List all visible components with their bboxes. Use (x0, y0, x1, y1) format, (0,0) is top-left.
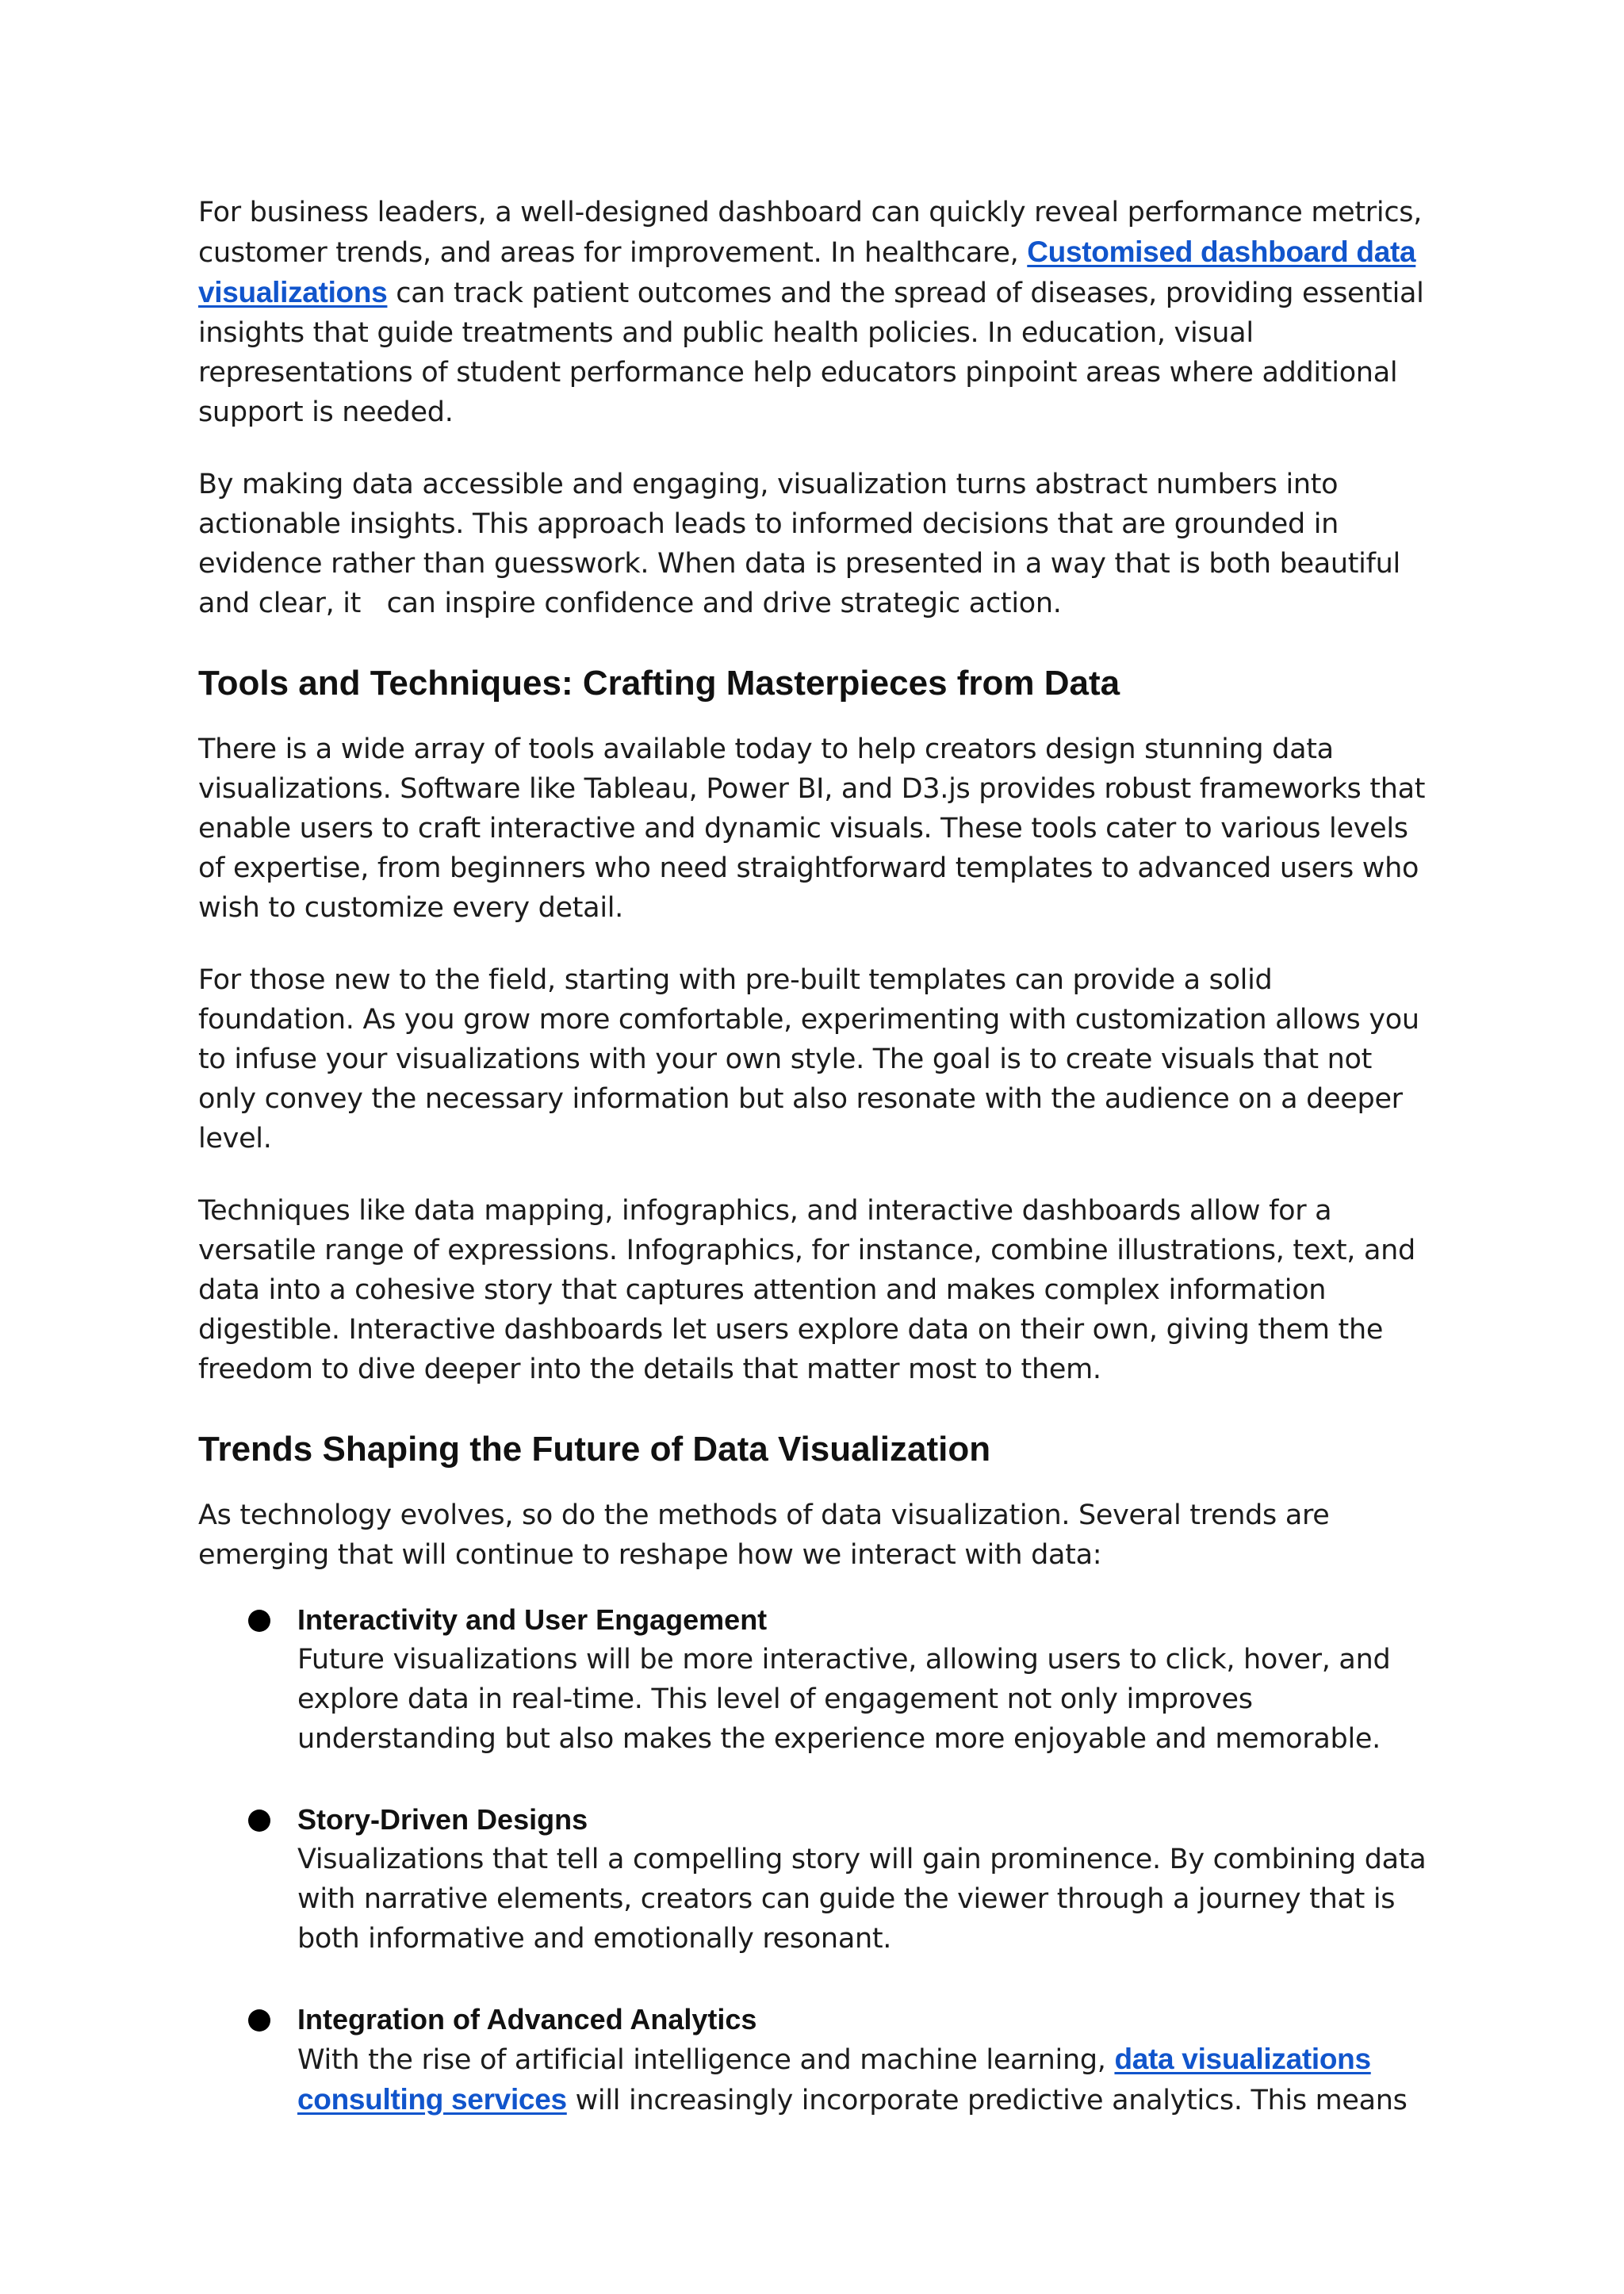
list-item-body-text-a: With the rise of artificial intelligence and machine learning, (297, 2044, 1115, 2076)
bullet-icon (248, 1810, 270, 1832)
bullet-icon (248, 2009, 270, 2032)
intro-p1-text-a: For business leaders, a well-designed dashboard can quickly reveal performance metrics, customer trends, and areas for improvement. In healthcare, (198, 197, 1423, 269)
list-item (198, 2000, 1435, 2120)
list-item-title: Interactivity and User Engagement (297, 1603, 768, 1636)
list-item-body: Future visualizations will be more interactive, allowing users to click, hover, and explore data in real-time. This level of engagement not only improves understanding but also makes the experience more enjoyable and memorable. (297, 1644, 1391, 1755)
tools-paragraph-3: Techniques like data mapping, infographics, and interactive dashboards allow for a versatile range of expressions. Infographics, for instance, combine illustrations, text, and data into a cohesive story that captures attention and makes complex information digestible. Interactive dashboards let users explore data on their own, giving them the freedom to dive deeper into the details that matter most to them. (198, 1195, 1415, 1385)
trends-list (198, 1600, 1435, 2120)
list-item (198, 1600, 1435, 1759)
intro-paragraph-2: By making data accessible and engaging, visualization turns abstract numbers into actionable insights. This approach leads to informed decisions that are grounded in evidence rather than guesswork. When data is presented in a way that is both beautiful and clear, it can inspire confidence and drive strategic action. (198, 469, 1409, 619)
list-item-title: Integration of Advanced Analytics (297, 2003, 757, 2035)
list-item-title: Story-Driven Designs (297, 1803, 588, 1836)
list-item-body: Visualizations that tell a compelling story will gain prominence. By combining data with narrative elements, creators can guide the viewer through a journey that is both informative and emotionally resonant. (297, 1844, 1427, 1955)
tools-paragraph-1: There is a wide array of tools available today to help creators design stunning data visualizations. Software like Tableau, Power BI, and D3.js provides robust frameworks that enable users to craft interactive and dynamic visuals. These tools cater to various levels of expertise, from beginners who need straightforward templates to advanced users who wish to customize every detail. (198, 733, 1426, 924)
intro-paragraph-1 (198, 193, 1435, 432)
document-page (198, 193, 1435, 2162)
customised-dashboard-link[interactable]: Customised dashboard data (1027, 236, 1416, 268)
consulting-services-link[interactable]: consulting services (297, 2083, 567, 2116)
trends-intro: As technology evolves, so do the methods of data visualization. Several trends are emerging that will continue to reshape how we interact with data: (198, 1499, 1330, 1571)
intro-p1-text-b: can track patient outcomes and the spread of diseases, providing essential insights that guide treatments and public health policies. In education, visual representations of student performance help educators pinpoint areas where additional support is needed. (198, 278, 1424, 428)
tools-heading: Tools and Techniques: Crafting Masterpieces from Data (198, 664, 1120, 703)
list-item (198, 1800, 1435, 1959)
tools-paragraph-2: For those new to the field, starting with pre-built templates can provide a solid foundation. As you grow more comfortable, experimenting with customization allows you to infuse your visualizations with your own style. The goal is to create visuals that not only convey the necessary information but also resonate with the audience on a deeper level. (198, 964, 1419, 1155)
bullet-icon (248, 1610, 270, 1632)
list-item-body-text-b: will increasingly incorporate predictive analytics. This means (566, 2085, 1408, 2116)
visualizations-link[interactable]: visualizations (198, 276, 388, 308)
trends-heading: Trends Shaping the Future of Data Visualization (198, 1430, 991, 1469)
list-item-body (297, 2039, 1435, 2120)
data-visualizations-link[interactable]: data visualizations (1114, 2043, 1371, 2075)
